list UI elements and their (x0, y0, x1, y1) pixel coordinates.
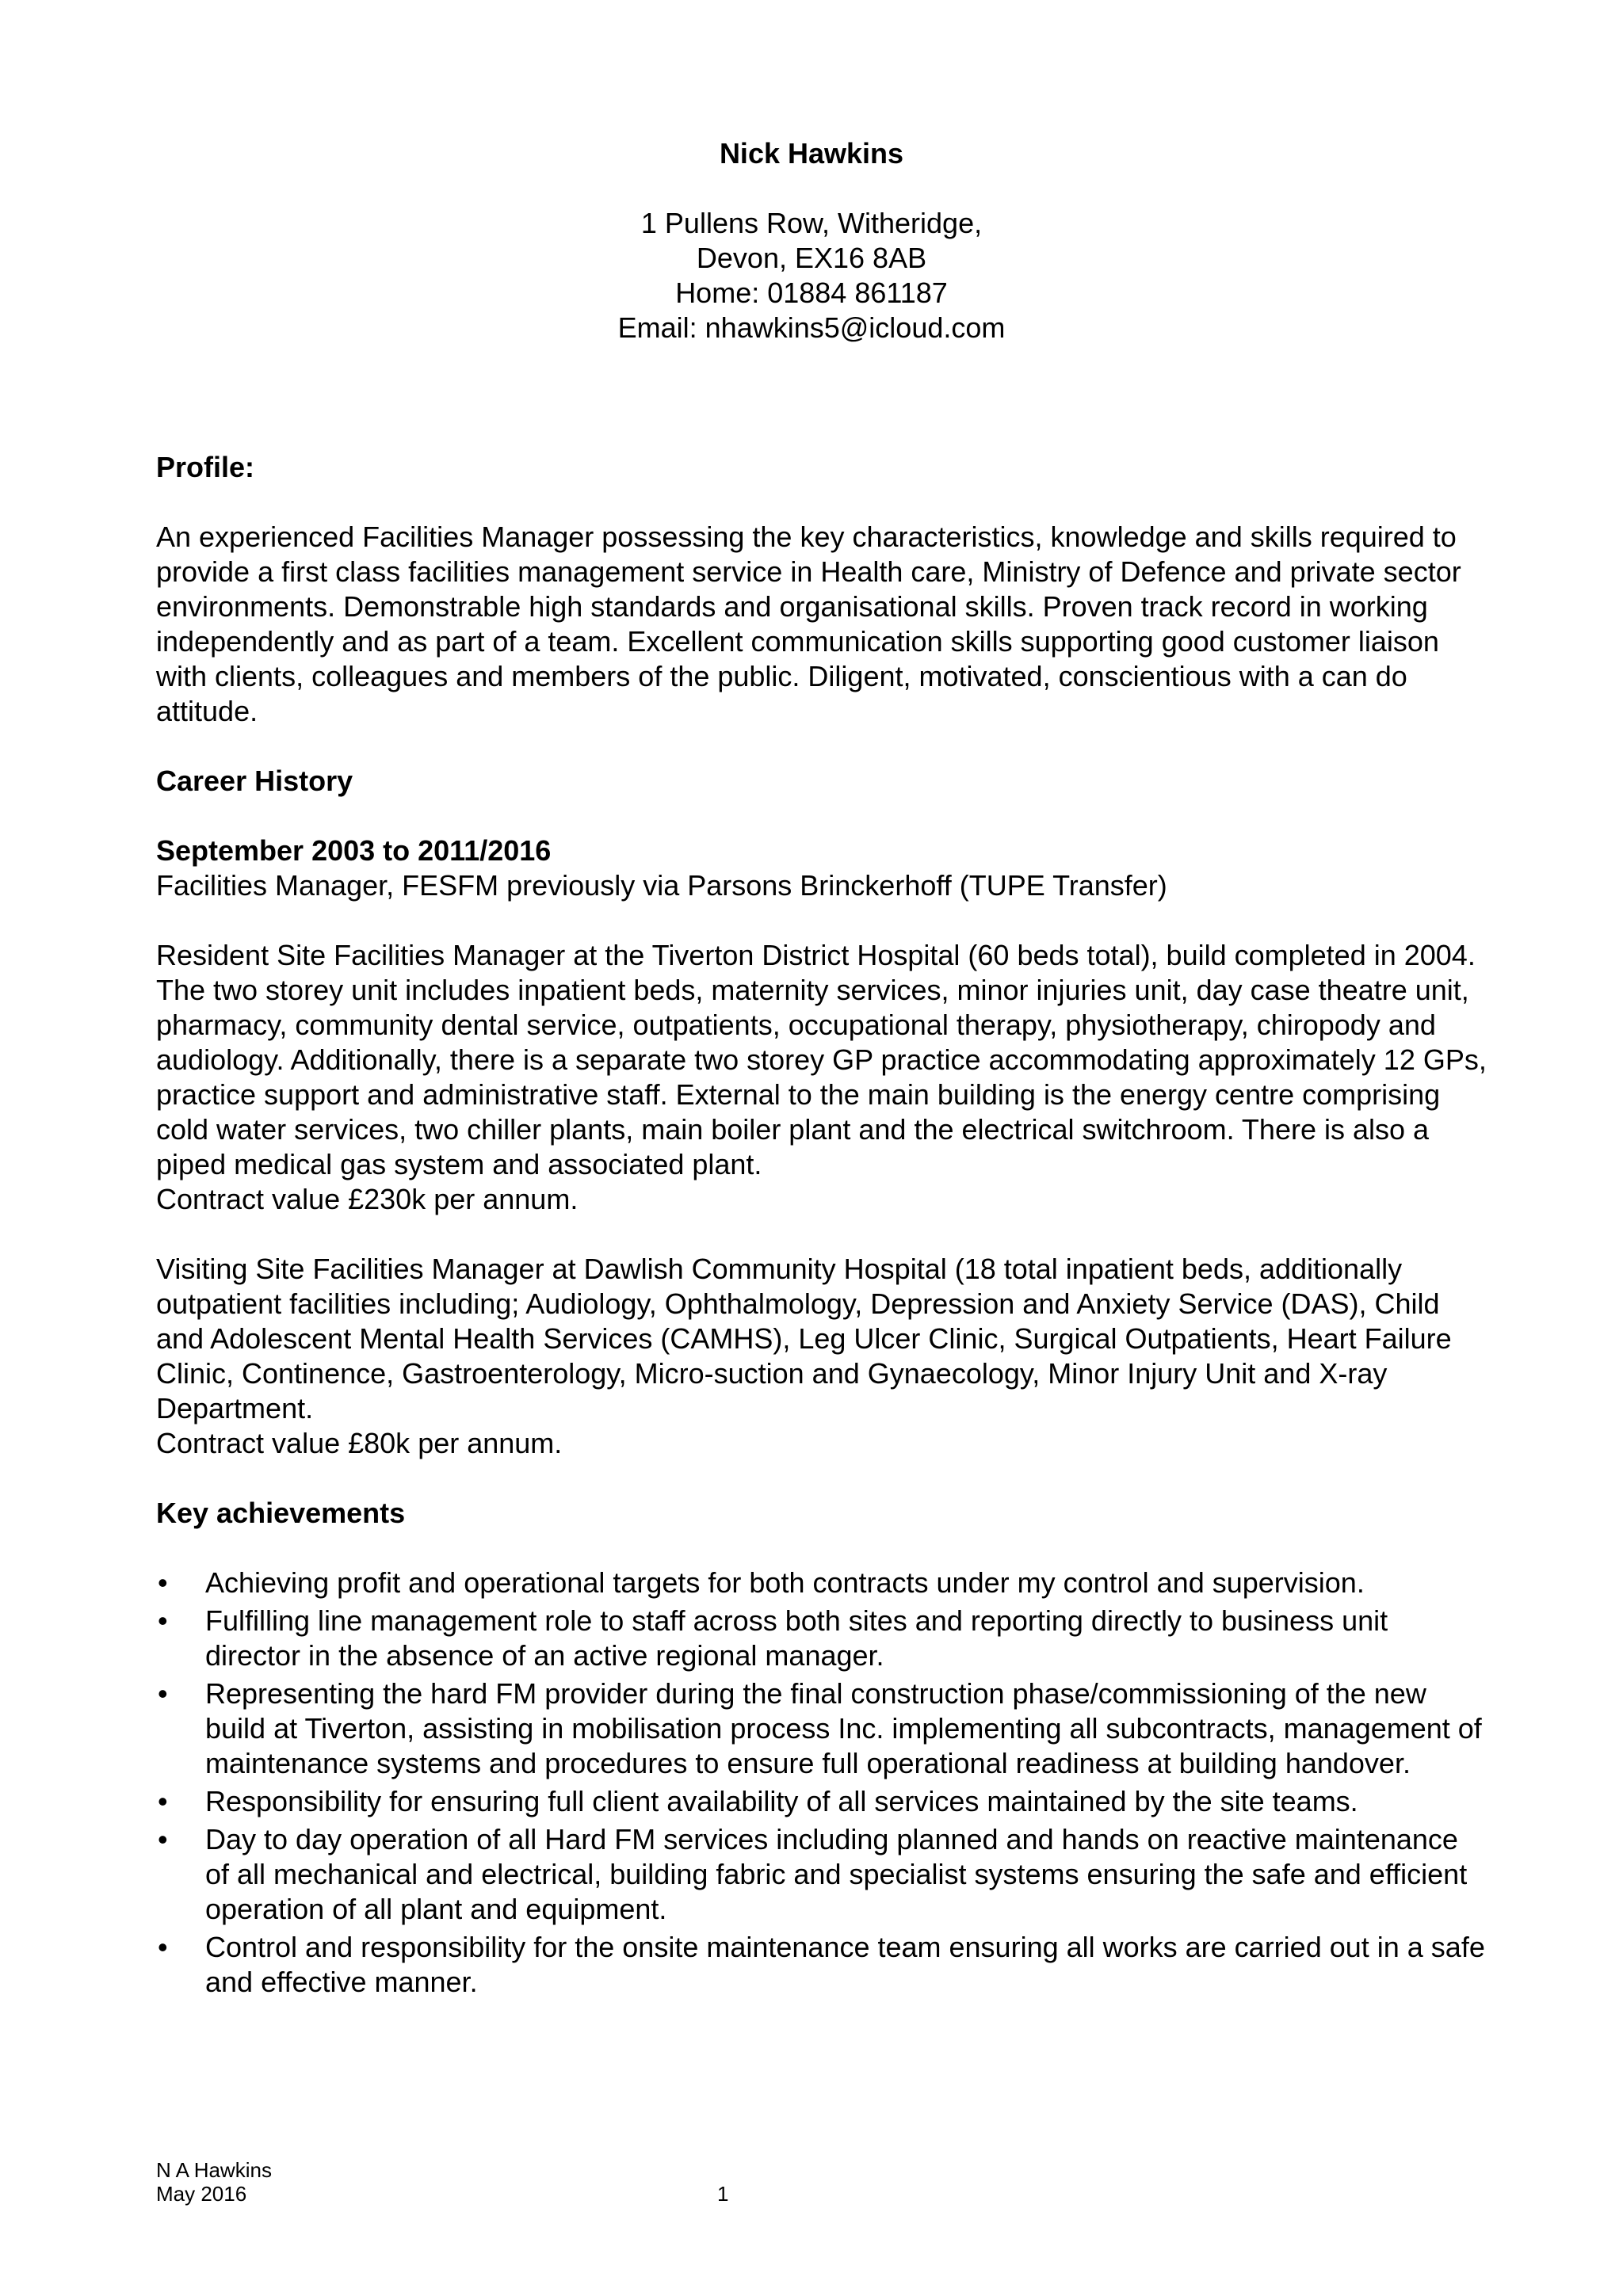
profile-heading: Profile: (156, 451, 255, 483)
achievement-item (156, 1676, 1487, 1781)
achievements-list (156, 1566, 1487, 2000)
bullet-icon: • (158, 1785, 168, 1817)
achievement-text: Responsibility for ensuring full client availability of all services maintained by the site teams. (205, 1785, 1358, 1817)
candidate-name: Nick Hawkins (719, 137, 904, 170)
bullet-icon: • (158, 1604, 168, 1637)
tiverton-description: Resident Site Facilities Manager at the Tiverton District Hospital (60 beds total), build completed in 2004. The two storey unit includes inpatient beds, maternity services, minor injuries unit, day case theatre unit, pharmacy, community dental service, outpatients, occupational therapy, physiotherapy, chiropody and audiology. Additionally, there is a separate two storey GP practice accommodating approximately 12 GPs, practice support and administrative staff. External to the main building is the energy centre comprising cold water services, two chiller plants, main boiler plant and the electrical switchroom. There is also a piped medical gas system and associated plant. (156, 939, 1487, 1180)
address-line-2: Devon, EX16 8AB (696, 242, 927, 274)
bullet-icon: • (158, 1677, 168, 1710)
address-line-1: 1 Pullens Row, Witheridge, (640, 207, 983, 239)
cv-body (156, 450, 1487, 2003)
page-number: 1 (717, 2182, 729, 2206)
career-period: September 2003 to 2011/2016 (156, 834, 552, 867)
achievement-item (156, 1604, 1487, 1673)
key-achievements-heading: Key achievements (156, 1497, 406, 1529)
achievement-text: Fulfilling line management role to staff across both sites and reporting directly to business unit director in the absence of an active regional manager. (205, 1604, 1388, 1672)
footer-date: May 2016 (156, 2182, 247, 2206)
email-address: Email: nhawkins5@icloud.com (617, 311, 1006, 344)
achievement-item (156, 1930, 1487, 2000)
achievement-item (156, 1822, 1487, 1927)
tiverton-contract-value: Contract value £230k per annum. (156, 1183, 579, 1215)
home-phone: Home: 01884 861187 (675, 277, 948, 309)
cv-header (0, 136, 1623, 345)
achievement-text: Representing the hard FM provider during the final construction phase/commissioning of the new build at Tiverton, assisting in mobilisation process Inc. implementing all subcontracts, management of maintenance systems and procedures to ensure full operational readiness at building handover. (205, 1677, 1482, 1779)
dawlish-description: Visiting Site Facilities Manager at Dawlish Community Hospital (18 total inpatient beds, additionally outpatient facilities including; Audiology, Ophthalmology, Depression and Anxiety Service (DAS), Child and Adolescent Mental Health Services (CAMHS), Leg Ulcer Clinic, Surgical Outpatients, Heart Failure Clinic, Continence, Gastroenterology, Micro-suction and Gynaecology, Minor Injury Unit and X-ray Department. (156, 1253, 1452, 1425)
bullet-icon: • (158, 1566, 168, 1599)
career-role: Facilities Manager, FESFM previously via Parsons Brinckerhoff (TUPE Transfer) (156, 869, 1167, 902)
bullet-icon: • (158, 1931, 168, 1963)
dawlish-contract-value: Contract value £80k per annum. (156, 1427, 563, 1459)
achievement-text: Achieving profit and operational targets for both contracts under my control and supervision. (205, 1566, 1365, 1599)
achievement-item (156, 1784, 1487, 1819)
career-history-heading: Career History (156, 765, 353, 797)
achievement-text: Day to day operation of all Hard FM services including planned and hands on reactive maintenance of all mechanical and electrical, building fabric and specialist systems ensuring the safe and efficient operation of all plant and equipment. (205, 1823, 1468, 1925)
page-footer (156, 2158, 272, 2206)
achievement-item (156, 1566, 1487, 1600)
achievement-text: Control and responsibility for the onsite maintenance team ensuring all works are carried out in a safe and effective manner. (205, 1931, 1485, 1998)
footer-author: N A Hawkins (156, 2158, 272, 2182)
bullet-icon: • (158, 1823, 168, 1855)
profile-text: An experienced Facilities Manager possessing the key characteristics, knowledge and skills required to provide a first class facilities management service in Health care, Ministry of Defence and private sector environments. Demonstrable high standards and organisational skills. Proven track record in working independently and as part of a team. Excellent communication skills supporting good customer liaison with clients, colleagues and members of the public. Diligent, motivated, conscientious with a can do attitude. (156, 521, 1461, 727)
